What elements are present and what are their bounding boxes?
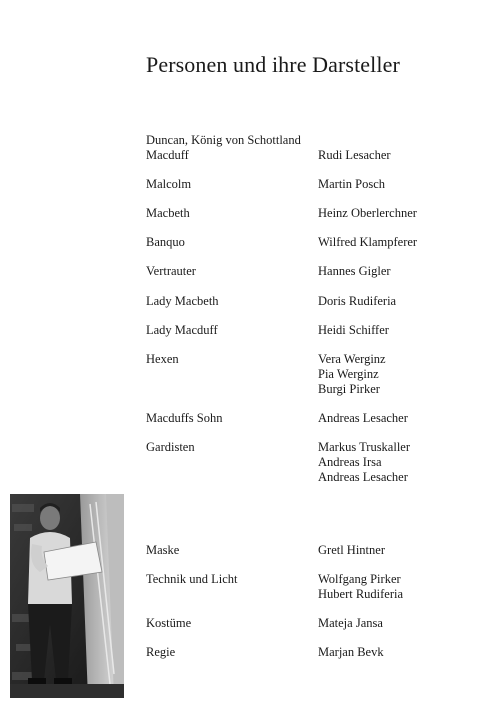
cast-actor-hexen-3: Burgi Pirker	[318, 382, 380, 396]
cast-actor-gardisten-1: Markus Truskaller	[318, 440, 411, 454]
cast-role-gardisten: Gardisten	[146, 440, 195, 454]
crew-actor-technik-1: Wolfgang Pirker	[318, 572, 401, 586]
cast-actor-malcolm: Martin Posch	[318, 177, 386, 191]
cast-actor-lady-macbeth: Doris Rudiferia	[318, 294, 397, 308]
cast-role-macduffs-sohn: Macduffs Sohn	[146, 411, 223, 425]
cast-role-vertrauter: Vertrauter	[146, 264, 196, 278]
cast-actor-hexen-1: Vera Werginz	[318, 352, 386, 366]
crew-role-kostueme: Kostüme	[146, 616, 192, 630]
cast-role-lady-macbeth: Lady Macbeth	[146, 294, 219, 308]
cast-actor-lady-macduff: Heidi Schiffer	[318, 323, 389, 337]
crew-role-technik: Technik und Licht	[146, 572, 238, 586]
cast-actor-vertrauter: Hannes Gigler	[318, 264, 391, 278]
cast-actor-gardisten-3: Andreas Lesacher	[318, 470, 408, 484]
cast-actor-macduff: Rudi Lesacher	[318, 148, 391, 162]
crew-role-regie: Regie	[146, 645, 176, 659]
cast-actor-macbeth: Heinz Oberlerchner	[318, 206, 417, 220]
director-photo	[10, 494, 124, 698]
page-title: Personen und ihre Darsteller	[146, 52, 400, 77]
cast-actor-hexen-2: Pia Werginz	[318, 367, 379, 381]
cast-role-hexen: Hexen	[146, 352, 179, 366]
cast-actor-banquo: Wilfred Klampferer	[318, 235, 418, 249]
cast-role-banquo: Banquo	[146, 235, 185, 249]
crew-actor-regie: Marjan Bevk	[318, 645, 384, 659]
crew-role-maske: Maske	[146, 543, 180, 557]
cast-actor-gardisten-2: Andreas Irsa	[318, 455, 382, 469]
crew-actor-technik-2: Hubert Rudiferia	[318, 587, 404, 601]
crew-actor-kostueme: Mateja Jansa	[318, 616, 383, 630]
cast-actor-macduffs-sohn: Andreas Lesacher	[318, 411, 408, 425]
director-photo-illustration	[10, 494, 124, 698]
crew-actor-maske: Gretl Hintner	[318, 543, 385, 557]
cast-role-lady-macduff: Lady Macduff	[146, 323, 218, 337]
cast-role-duncan: Duncan, König von Schottland	[146, 133, 301, 147]
cast-role-malcolm: Malcolm	[146, 177, 192, 191]
cast-role-macbeth: Macbeth	[146, 206, 190, 220]
cast-role-macduff: Macduff	[146, 148, 189, 162]
